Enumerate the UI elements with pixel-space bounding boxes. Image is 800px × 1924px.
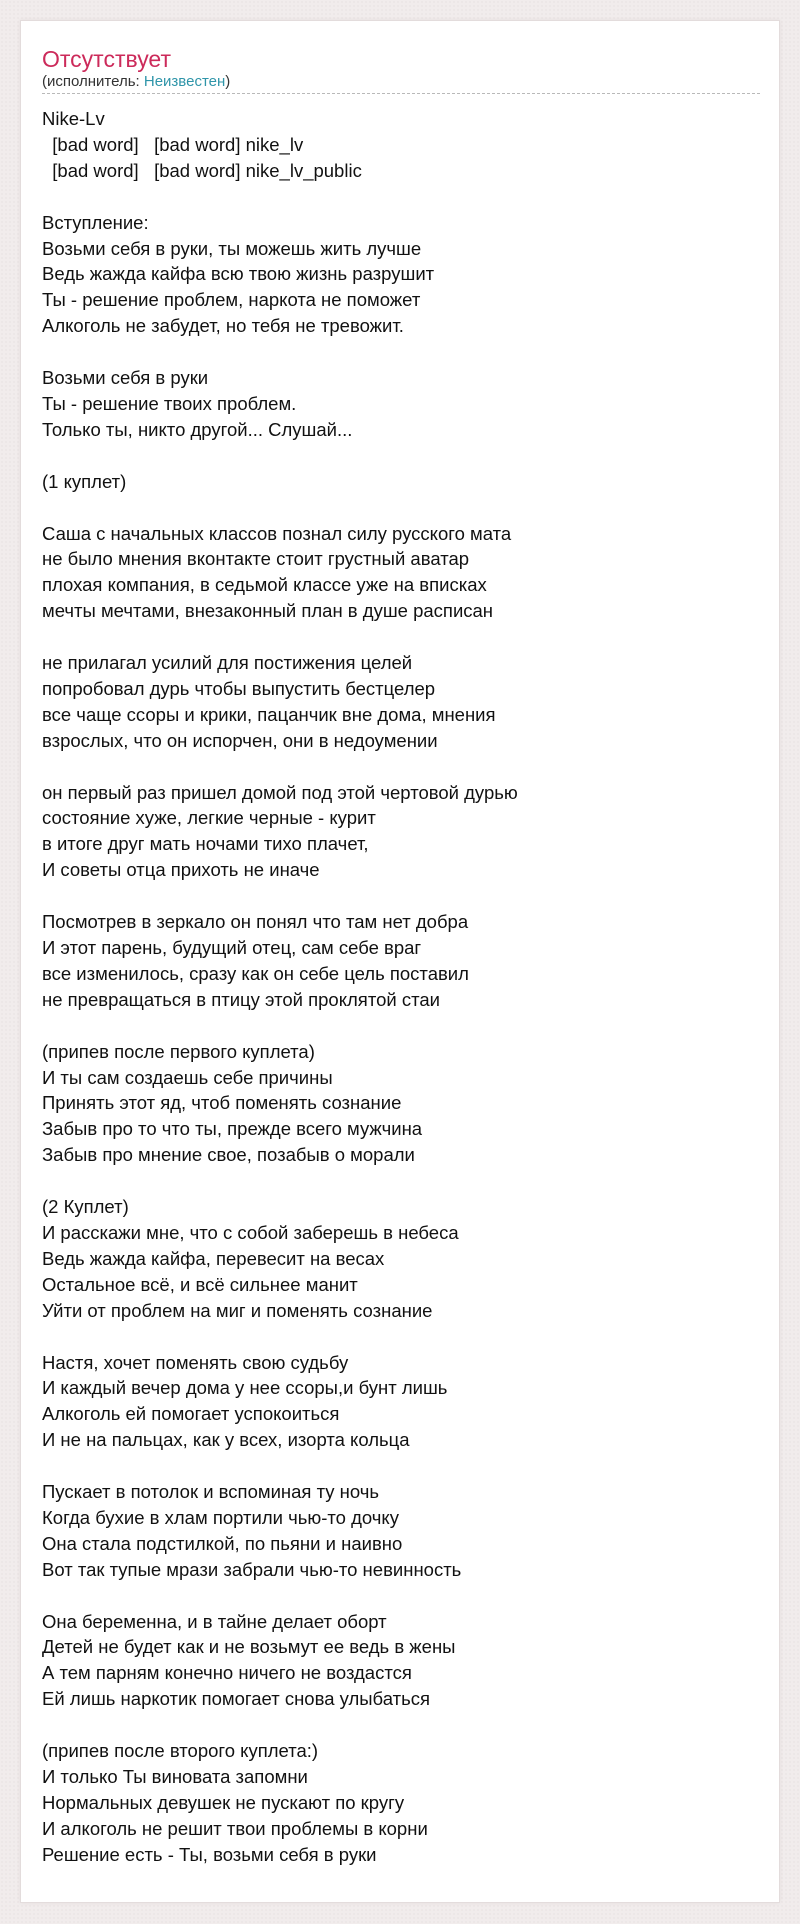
lyrics-text: Nike-Lv [bad word] [bad word] nike_lv [bad word] [bad word] nike_lv_public Вступление: Возьми себя в руки, ты можешь жить лучше Ведь жажда кайфа всю твою жизнь разрушит Ты - решение проблем, наркота не поможет Алкоголь не забудет, но тебя не тревожит. Возьми себя в руки Ты - решение твоих проблем. Только ты, никто другой... Слушай... (1 куплет) Саша с начальных классов познал силу русского мата не было мнения вконтакте стоит грустный аватар плохая компания, в седьмой классе уже на вписках мечты мечтами, внезаконный план в душе расписан не прилагал усилий для постижения целей попробовал дурь чтобы выпустить бестцелер все чаще ссоры и крики, пацанчик вне дома, мнения взрослых, что он испорчен, они в недоумении он первый раз пришел домой под этой чертовой дурью состояние хуже, легкие черные - курит в итоге друг мать ночами тихо плачет, И советы отца прихоть не иначе Посмотрев в зеркало он понял что там нет добра И этот парень, будущий отец, сам себе враг все изменилось, сразу как он себе цель поставил не превращаться в птицу этой проклятой стаи (припев после первого куплета) И ты сам создаешь себе причины Принять этот яд, чтоб поменять сознание Забыв про то что ты, прежде всего мужчина Забыв про мнение свое, позабыв о морали (2 Куплет) И расскажи мне, что с собой заберешь в небеса Ведь жажда кайфа, перевесит на весах Остальное всё, и всё сильнее манит Уйти от проблем на миг и поменять сознание Настя, хочет поменять свою судьбу И каждый вечер дома у нее ссоры,и бунт лишь Алкоголь ей помогает успокоиться И не на пальцах, как у всех, изорта кольца Пускает в потолок и вспоминая ту ночь Когда бухие в хлам портили чью-то дочку Она стала подстилкой, по пьяни и наивно Вот так тупые мрази забрали чью-то невинность Она беременна, и в тайне делает оборт Детей не будет как и не возьмут ее ведь в жены А тем парням конечно ничего не воздастся Ей лишь наркотик помогает снова улыбаться (припев после второго куплета:) И только Ты виновата запомни Нормальных девушек не пускают по кругу И алкоголь не решит твои проблемы в корни Решение есть - Ты, возьми себя в руки	[42, 108, 518, 1865]
lyrics-card	[20, 20, 780, 1903]
artist-link[interactable]: Неизвестен	[143, 73, 226, 90]
artist-suffix: )	[225, 73, 231, 90]
artist-prefix: (исполнитель:	[42, 73, 144, 90]
song-header	[42, 45, 760, 94]
artist-line	[42, 73, 760, 91]
song-title: Отсутствует	[42, 46, 171, 72]
